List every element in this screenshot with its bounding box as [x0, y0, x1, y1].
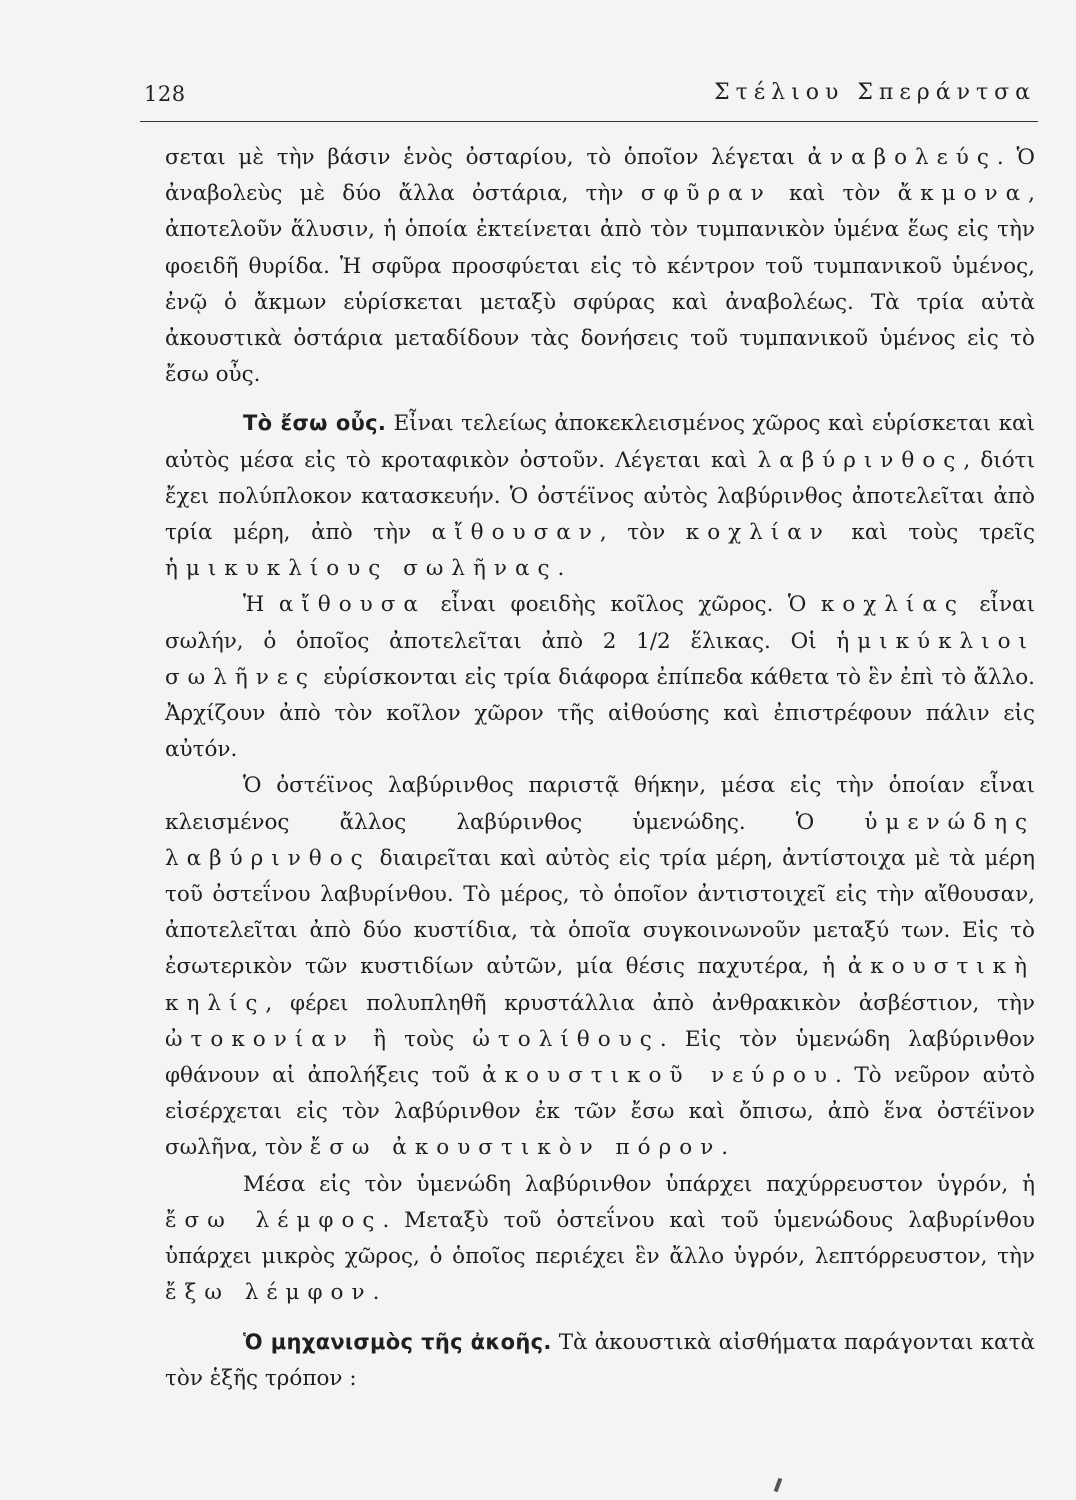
text-run: εἶναι φοειδὴς κοῖλος χῶρος. Ὁ [425, 592, 821, 618]
spaced-term: ἔξω λέμφον [165, 1280, 373, 1306]
text-run: Ὁ ὀστέϊνος λαβύρινθος παριστᾷ θήκην, μέσα εἰς τὴν ὁποίαν εἶναι κλεισμένος ἄλλος λαβύρινθος ὑμενώδης. Ὁ [165, 773, 1035, 835]
text-run: , διότι ἔχει πολύπλοκον κατασκευήν. Ὁ ὀστέϊνος αὐτὸς λαβύρινθος ἀποτελεῖται ἀπὸ τρία μέρη, ἀπὸ τὴν [165, 447, 1035, 546]
spaced-term: ἄκμονα [897, 181, 1029, 207]
spaced-term: αἴθουσαν [431, 520, 600, 546]
paragraph-lymph [165, 1167, 1035, 1312]
spaced-term: ὠτολίθους [472, 1026, 660, 1052]
paragraph-membranous-labyrinth [165, 768, 1035, 1166]
running-head: Στέλιου Σπεράντσα [714, 80, 1036, 105]
page-number: 128 [144, 82, 186, 106]
spaced-term: κοχλίαν [685, 520, 831, 546]
paragraph-ossicles [165, 140, 1035, 393]
spaced-term: ἔσω λέμφος [165, 1207, 383, 1233]
text-run: . Τὸ νεῦρον αὐτὸ εἰσέρχεται εἰς τὸν λαβύρινθον ἐκ τῶν ἔσω καὶ ὄπισω, ἀπὸ ἕνα ὀστέϊνον σωλῆνα, τὸν [165, 1063, 1036, 1161]
text-run: . Μεταξὺ τοῦ ὀστεΐνου καὶ τοῦ ὑμενώδους λαβυρίνθου ὑπάρχει μικρὸς χῶρος, ὁ ὁποῖος περιέχει ἓν ἄλλο ὑγρόν, λεπτόρρευστον, τὴν [165, 1207, 1035, 1270]
text-run: Εἶναι τελείως ἀποκεκλεισμένος χῶρος καὶ εὑρίσκεται καὶ αὐτὸς μέσα εἰς τὸ κροταφικὸν ὀστοῦν. Λέγεται καὶ [165, 411, 1035, 473]
spaced-term: ἔσω ἀκουστικὸν πόρον [309, 1135, 722, 1161]
spaced-term: ὠτοκονίαν [165, 1026, 355, 1052]
spaced-term: ὑμενώδης λαβύρινθος [165, 809, 1035, 871]
text-run: , φέρει πολυπληθῆ κρυστάλλια ἀπὸ ἀνθρακικὸν ἀσβέστιον, τὴν [265, 990, 1035, 1016]
section-heading: Τὸ ἔσω οὖς. [243, 411, 387, 436]
page-header [140, 78, 1036, 114]
text-run: Τὰ ἀκουστικὰ αἰσθήματα παράγονται κατὰ τὸν ἑξῆς τρόπον : [165, 1329, 1035, 1391]
body-text [165, 140, 1035, 1397]
text-run: καὶ τὸν [771, 181, 898, 207]
spaced-term: ἀναβολεύς [807, 145, 997, 170]
paragraph-vestibule [165, 587, 1035, 768]
spaced-term: σφῦραν [640, 181, 772, 207]
text-run: . [721, 1135, 729, 1161]
text-run: διαιρεῖται καὶ αὐτὸς εἰς τρία μέρη, ἀντίστοιχα μὲ τὰ μέρη τοῦ ὀστεΐνου λαβυρίνθου. Τὸ μέρος, τὸ ὁποῖον ἀντιστοιχεῖ εἰς τὴν αἴθουσαν, ἀποτελεῖται ἀπὸ δύο κυστίδια, τὰ ὁποῖα συγκοινωνοῦν μεταξύ των. Εἰς τὸ ἐσωτερικὸν τῶν κυστιδίων αὐτῶν, μία θέσις παχυτέρα, ἡ [165, 845, 1035, 980]
text-run: εἶναι σωλήν, ὁ ὁποῖος ἀποτελεῖται ἀπὸ 2 1/2 ἕλικας. Οἱ [165, 592, 1036, 654]
text-run: σεται μὲ τὴν βάσιν ἑνὸς ὀσταρίου, τὸ ὁποῖον λέγεται [165, 145, 808, 170]
text-run: . Ὁ ἀναβολεὺς μὲ δύο ἄλλα ὀστάρια, τὴν [165, 145, 1035, 207]
text-run: . Εἰς τὸν ὑμενώδη λαβύρινθον φθάνουν αἱ ἀπολήξεις τοῦ [165, 1026, 1035, 1089]
paragraph-inner-ear [165, 405, 1035, 587]
spaced-term: ἡμικυκλίους σωλῆνας [165, 556, 558, 582]
print-speck [774, 1478, 783, 1493]
spaced-term: ἀκουστικοῦ νεύρου [482, 1063, 835, 1089]
spaced-term: λαβύρινθος [757, 447, 964, 473]
text-run: . [557, 556, 565, 582]
text-run: , ἀποτελοῦν ἅλυσιν, ἡ ὁποία ἐκτείνεται ἀπὸ τὸν τυμπανικὸν ὑμένα ἕως εἰς τὴν φοειδῆ θυρίδα. Ἡ σφῦρα προσφύεται εἰς τὸ κέντρον τοῦ τυμπανικοῦ ὑμένος, ἐνῷ ὁ ἄκμων εὑρίσκεται μεταξὺ σφύρας καὶ ἀναβολέως. Τὰ τρία αὐτὰ ἀκουστικὰ ὀστάρια μεταδίδουν τὰς δονήσεις τοῦ τυμπανικοῦ ὑμένος εἰς τὸ ἔσω οὖς. [165, 181, 1035, 388]
text-run: εὑρίσκονται εἰς τρία διάφορα ἐπίπεδα κάθετα τὸ ἓν ἐπὶ τὸ ἄλλο. Ἀρχίζουν ἀπὸ τὸν κοῖλον χῶρον τῆς αἰθούσης καὶ ἐπιστρέφουν πάλιν εἰς αὐτόν. [165, 664, 1035, 763]
text-run: , τὸν [599, 520, 686, 546]
spaced-term: ἡμικύκλιοι σωλῆνες [165, 628, 1035, 690]
text-run: Ἡ [243, 592, 279, 618]
spaced-term: αἴθουσα [278, 592, 426, 618]
text-run: καὶ τοὺς τρεῖς [830, 520, 1035, 546]
text-run: . [372, 1280, 380, 1306]
paragraph-hearing-mechanism [165, 1324, 1035, 1397]
text-run: ἢ τοὺς [354, 1026, 473, 1052]
header-rule [140, 121, 1038, 122]
section-heading: Ὁ μηχανισμὸς τῆς ἀκοῆς. [243, 1329, 552, 1354]
spaced-term: ἀκουστικὴ κηλίς [165, 954, 1035, 1016]
text-run: Μέσα εἰς τὸν ὑμενώδη λαβύρινθον ὑπάρχει παχύρρευστον ὑγρόν, ἡ [243, 1171, 1035, 1197]
spaced-term: κοχλίας [820, 592, 965, 618]
